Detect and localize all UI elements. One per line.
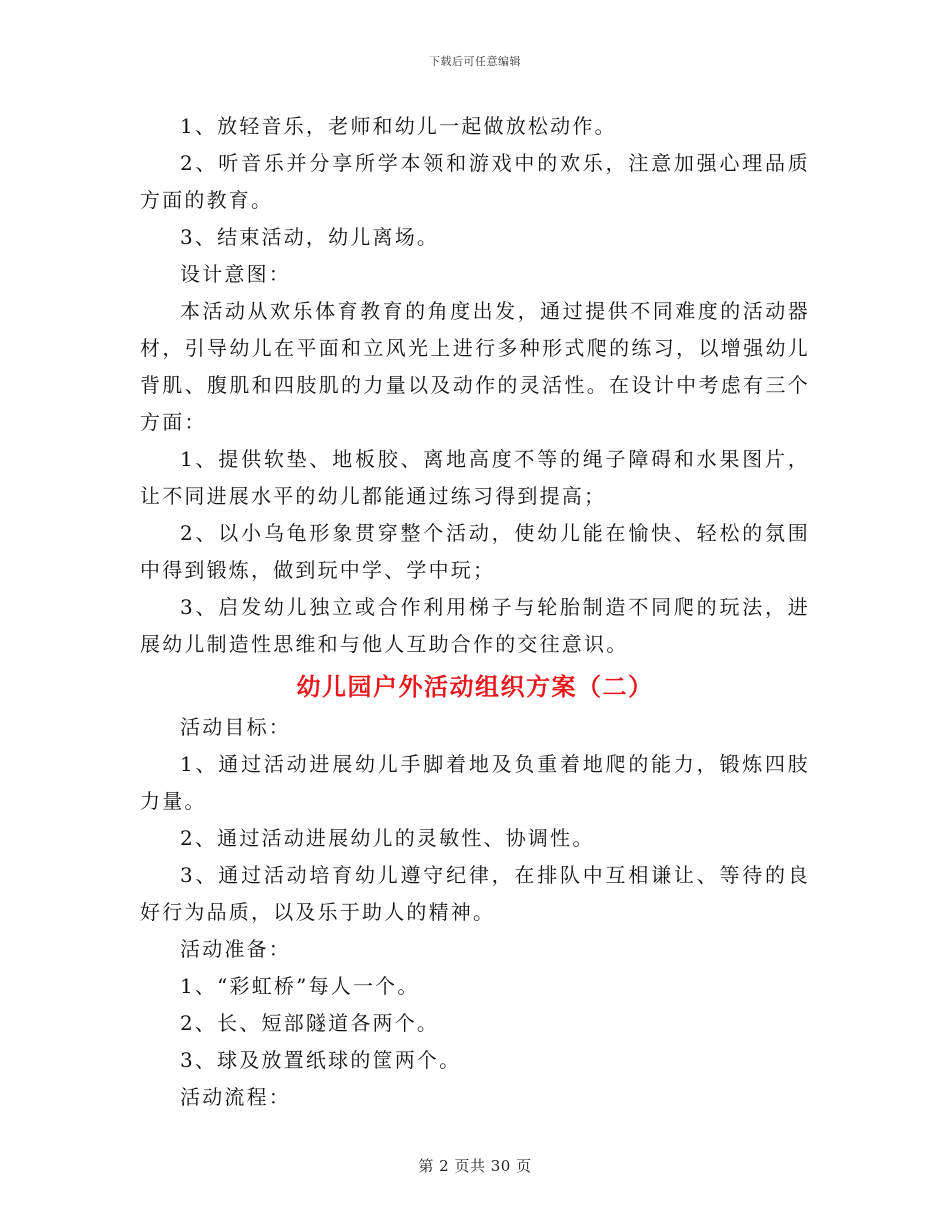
paragraph: 活动准备： [180, 937, 291, 961]
paragraph: 活动目标： [180, 715, 291, 739]
paragraph: 1、“彩虹桥”每人一个。 [180, 974, 420, 998]
paragraph: 2、以小乌龟形象贯穿整个活动，使幼儿能在愉快、轻松的氛围中得到锻炼，做到玩中学、学中玩； [140, 521, 810, 582]
section-title: 幼儿园户外活动组织方案（二） [296, 673, 654, 701]
paragraph: 1、提供软垫、地板胶、离地高度不等的绳子障碍和水果图片，让不同进展水平的幼儿都能通过练习得到提高； [140, 447, 810, 508]
paragraph: 设计意图： [180, 262, 291, 286]
document-body [140, 108, 810, 1116]
paragraph: 3、结束活动，幼儿离场。 [180, 225, 440, 249]
paragraph: 3、球及放置纸球的筐两个。 [180, 1048, 462, 1072]
paragraph: 2、通过活动进展幼儿的灵敏性、协调性。 [180, 826, 595, 850]
paragraph: 2、听音乐并分享所学本领和游戏中的欢乐，注意加强心理品质方面的教育。 [140, 151, 810, 212]
paragraph: 2、长、短部隧道各两个。 [180, 1011, 440, 1035]
paragraph: 本活动从欢乐体育教育的角度出发，通过提供不同难度的活动器材，引导幼儿在平面和立风光上进行多种形式爬的练习，以增强幼儿背肌、腹肌和四肢肌的力量以及动作的灵活性。在设计中考虑有三个方面： [140, 299, 810, 434]
page-number: 第 2 页共 30 页 [418, 1157, 532, 1175]
paragraph: 3、通过活动培育幼儿遵守纪律，在排队中互相谦让、等待的良好行为品质，以及乐于助人的精神。 [140, 863, 810, 924]
paragraph: 1、放轻音乐，老师和幼儿一起做放松动作。 [180, 114, 617, 138]
paragraph: 3、启发幼儿独立或合作利用梯子与轮胎制造不同爬的玩法，进展幼儿制造性思维和与他人互助合作的交往意识。 [140, 595, 810, 656]
paragraph: 1、通过活动进展幼儿手脚着地及负重着地爬的能力，锻炼四肢力量。 [140, 752, 810, 813]
header-note: 下载后可任意编辑 [429, 55, 521, 68]
paragraph: 活动流程： [180, 1085, 291, 1109]
